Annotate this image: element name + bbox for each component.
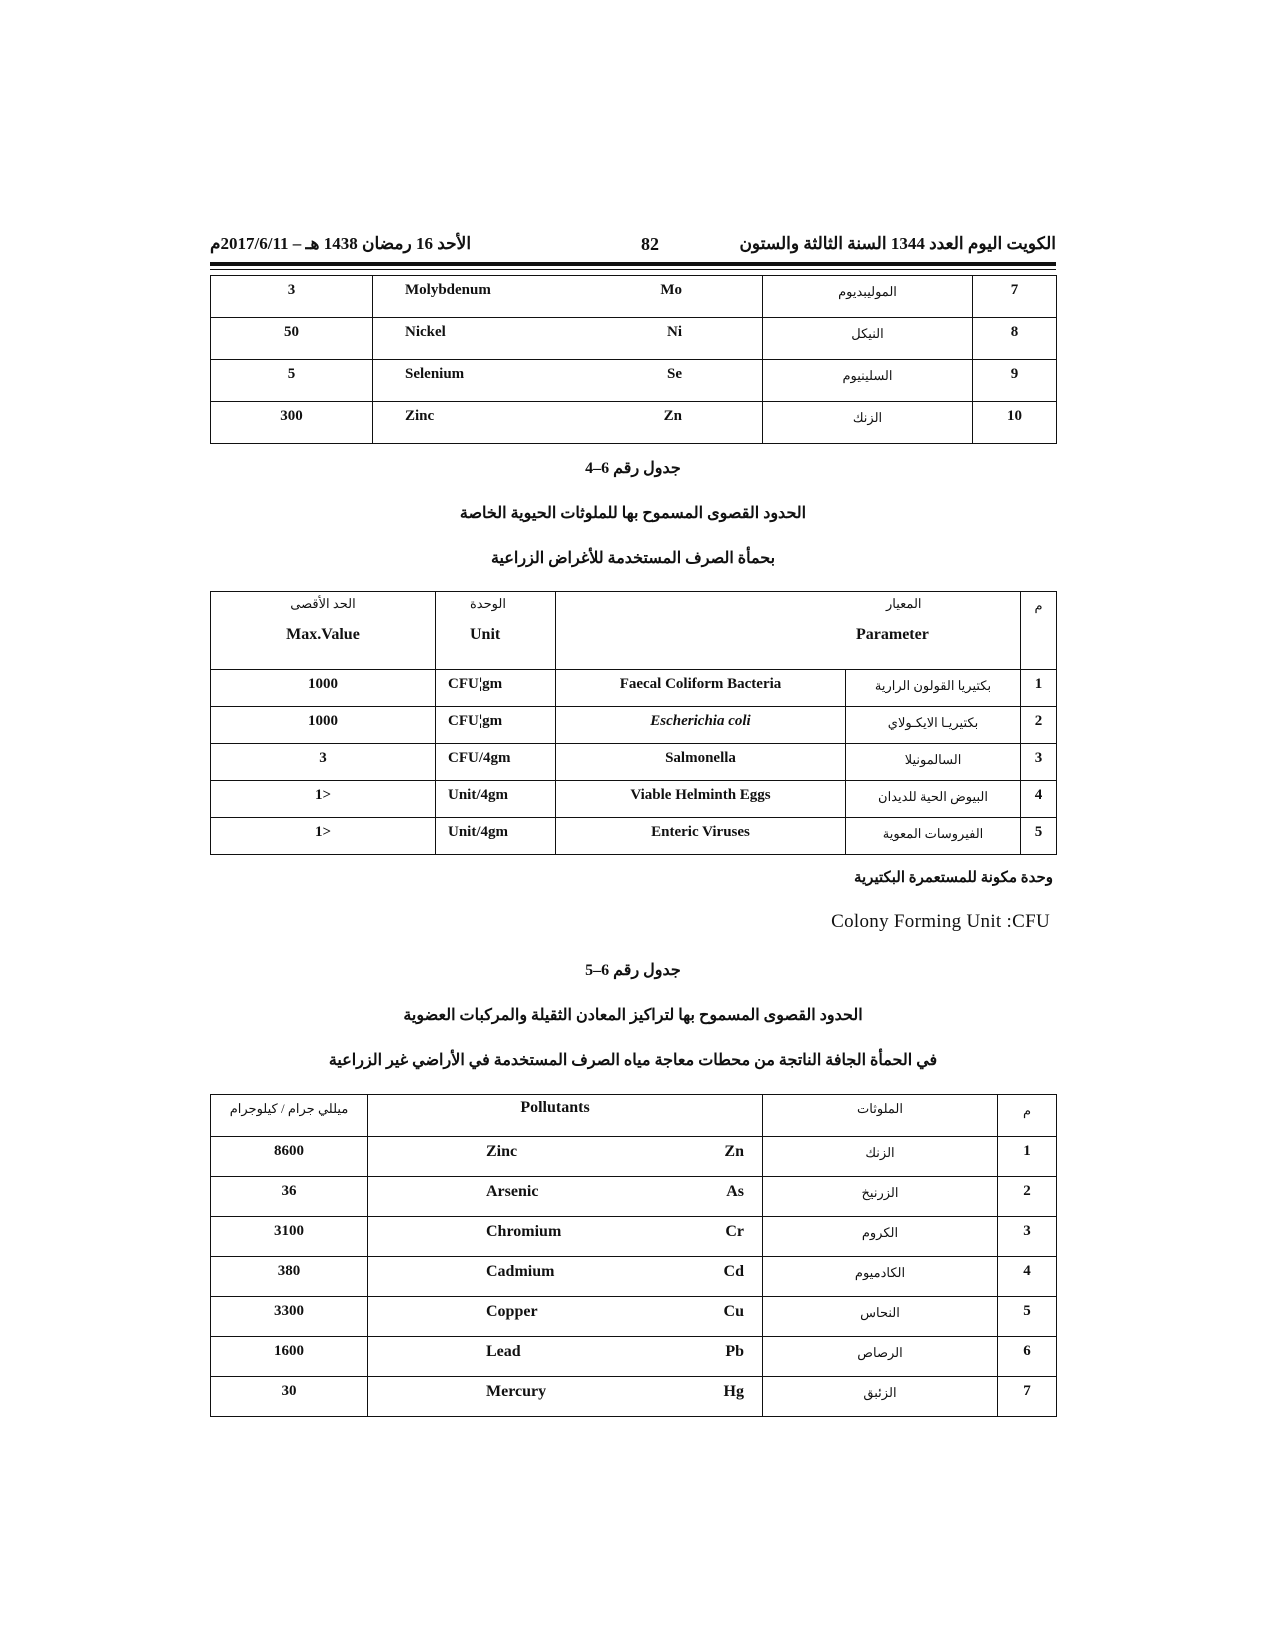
biological-pollutants-table (210, 591, 1057, 855)
pollutant-symbol: Hg (723, 1383, 744, 1400)
pollutant-arabic: النحاس (763, 1297, 998, 1337)
pollutant-arabic: الزنك (763, 1137, 998, 1177)
max-value: 1> (211, 781, 436, 818)
cfu-note-english: Colony Forming Unit :CFU (831, 911, 1050, 932)
pollutant-arabic: الكروم (763, 1217, 998, 1257)
row-number: 9 (973, 360, 1057, 402)
row-number: 4 (1021, 781, 1057, 818)
element-symbol: Zn (663, 408, 682, 424)
row-number: 2 (998, 1177, 1057, 1217)
table-title-line2: بحمأة الصرف المستخدمة للأغراض الزراعية (490, 550, 776, 567)
element-symbol: Ni (667, 324, 682, 340)
unit: CFU/4gm (436, 744, 556, 781)
table-number-6-5: جدول رقم 6–5 (585, 962, 681, 979)
pollutant-symbol: Cd (723, 1263, 744, 1280)
pollutant-name: Lead (486, 1343, 521, 1360)
pollutant-name: Zinc (486, 1143, 518, 1160)
element-symbol: Se (667, 366, 682, 382)
table-row (211, 781, 1057, 818)
pollutant-name: Copper (486, 1303, 538, 1320)
table-row (211, 1137, 1057, 1177)
limit-value: 8600 (211, 1137, 368, 1177)
row-number: 3 (1021, 744, 1057, 781)
parameter-arabic: البيوض الحية للديدان (846, 781, 1021, 818)
element-arabic: الموليبديوم (763, 276, 973, 318)
parameter-name: Viable Helminth Eggs (556, 781, 846, 818)
table-row (211, 744, 1057, 781)
element-arabic: السلينيوم (763, 360, 973, 402)
pollutant-arabic: الزرنيخ (763, 1177, 998, 1217)
table-row (211, 318, 1057, 360)
header-unit-en: Unit (470, 626, 501, 643)
row-number: 10 (973, 402, 1057, 444)
pollutant-arabic: الرصاص (763, 1337, 998, 1377)
row-number: 6 (998, 1337, 1057, 1377)
element-name: Nickel (405, 324, 446, 340)
heavy-metals-table (210, 1094, 1057, 1417)
row-number: 8 (973, 318, 1057, 360)
header-pollutants-en: Pollutants (368, 1095, 763, 1137)
max-value: 1> (211, 818, 436, 855)
table-row (211, 276, 1057, 318)
header-max-en: Max.Value (286, 626, 360, 643)
table-row (211, 1177, 1057, 1217)
table-header-row (211, 1095, 1057, 1137)
pollutant-name: Cadmium (486, 1263, 555, 1280)
pollutant-symbol: As (726, 1183, 744, 1200)
table-row (211, 402, 1057, 444)
header-num-ar: م (998, 1095, 1057, 1137)
unit: Unit/4gm (436, 781, 556, 818)
pollutant-symbol: Cr (725, 1223, 744, 1240)
row-number: 7 (973, 276, 1057, 318)
unit: CFU¦gm (436, 707, 556, 744)
limit-value: 3300 (211, 1297, 368, 1337)
parameter-arabic: الفيروسات المعوية (846, 818, 1021, 855)
row-number: 4 (998, 1257, 1057, 1297)
max-value: 3 (211, 744, 436, 781)
table3-title-line1: الحدود القصوى المسموح بها لتراكيز المعادن الثقيلة والمركبات العضوية (403, 1007, 863, 1024)
parameter-name: Enteric Viruses (556, 818, 846, 855)
max-value: 1000 (211, 670, 436, 707)
table-row (211, 670, 1057, 707)
parameter-name: Faecal Coliform Bacteria (556, 670, 846, 707)
max-value: 1000 (211, 707, 436, 744)
table-row (211, 1257, 1057, 1297)
header-param-en: Parameter (856, 626, 929, 643)
limit-value: 5 (211, 360, 373, 402)
pollutant-arabic: الكادميوم (763, 1257, 998, 1297)
limit-value: 36 (211, 1177, 368, 1217)
page-number: 82 (641, 234, 659, 254)
pollutant-name: Chromium (486, 1223, 562, 1240)
table-number-6-4: جدول رقم 6–4 (585, 460, 681, 477)
header-param-ar: المعيار (886, 596, 922, 611)
table-row (211, 707, 1057, 744)
header-unit-ar: الوحدة (470, 596, 506, 611)
table-header-row (211, 592, 1057, 670)
limit-value: 380 (211, 1257, 368, 1297)
element-arabic: الزنك (763, 402, 973, 444)
header-unit-ar: ميللي جرام / كيلوجرام (211, 1095, 368, 1137)
unit: Unit/4gm (436, 818, 556, 855)
header-issue: الكويت اليوم العدد 1344 السنة الثالثة والستون (739, 234, 1056, 253)
element-symbol: Mo (660, 282, 682, 298)
table-row (211, 1297, 1057, 1337)
header-num-ar: م (1021, 592, 1057, 670)
header-pollutants-ar: الملوثات (763, 1095, 998, 1137)
element-name: Zinc (405, 408, 435, 424)
parameter-name: Escherichia coli (556, 707, 846, 744)
table-title-line1: الحدود القصوى المسموح بها للملوثات الحيوية الخاصة (459, 505, 807, 522)
pollutant-arabic: الزئبق (763, 1377, 998, 1417)
row-number: 3 (998, 1217, 1057, 1257)
table-row (211, 1337, 1057, 1377)
header-max-ar: الحد الأقصى (290, 596, 356, 611)
pollutant-name: Arsenic (486, 1183, 539, 1200)
limit-value: 50 (211, 318, 373, 360)
table-row (211, 1217, 1057, 1257)
element-name: Molybdenum (405, 282, 491, 298)
table3-title-line2: في الحمأة الجافة الناتجة من محطات معاجة مياه الصرف المستخدمة في الأراضي غير الزراعية (328, 1052, 938, 1069)
element-arabic: النيكل (763, 318, 973, 360)
row-number: 5 (1021, 818, 1057, 855)
unit: CFU¦gm (436, 670, 556, 707)
row-number: 1 (998, 1137, 1057, 1177)
header-date: الأحد 16 رمضان 1438 هـ – 2017/6/11م (210, 234, 472, 253)
table-row (211, 1377, 1057, 1417)
row-number: 5 (998, 1297, 1057, 1337)
pollutant-name: Mercury (486, 1383, 547, 1400)
limit-value: 3 (211, 276, 373, 318)
row-number: 7 (998, 1377, 1057, 1417)
limit-value: 30 (211, 1377, 368, 1417)
page-header (210, 230, 1056, 266)
parameter-name: Salmonella (556, 744, 846, 781)
parameter-arabic: بكتيريـا الايكـولاي (846, 707, 1021, 744)
metals-limits-table-continued (210, 275, 1057, 444)
pollutant-symbol: Cu (723, 1303, 744, 1320)
table-row (211, 818, 1057, 855)
row-number: 1 (1021, 670, 1057, 707)
cfu-note-arabic: وحدة مكونة للمستعمرة البكتيرية (853, 870, 1053, 886)
row-number: 2 (1021, 707, 1057, 744)
element-name: Selenium (405, 366, 465, 382)
parameter-arabic: السالمونيلا (846, 744, 1021, 781)
limit-value: 3100 (211, 1217, 368, 1257)
pollutant-symbol: Pb (725, 1343, 744, 1360)
parameter-arabic: بكتيريا القولون الرارية (846, 670, 1021, 707)
limit-value: 300 (211, 402, 373, 444)
limit-value: 1600 (211, 1337, 368, 1377)
table-row (211, 360, 1057, 402)
pollutant-symbol: Zn (724, 1143, 744, 1160)
